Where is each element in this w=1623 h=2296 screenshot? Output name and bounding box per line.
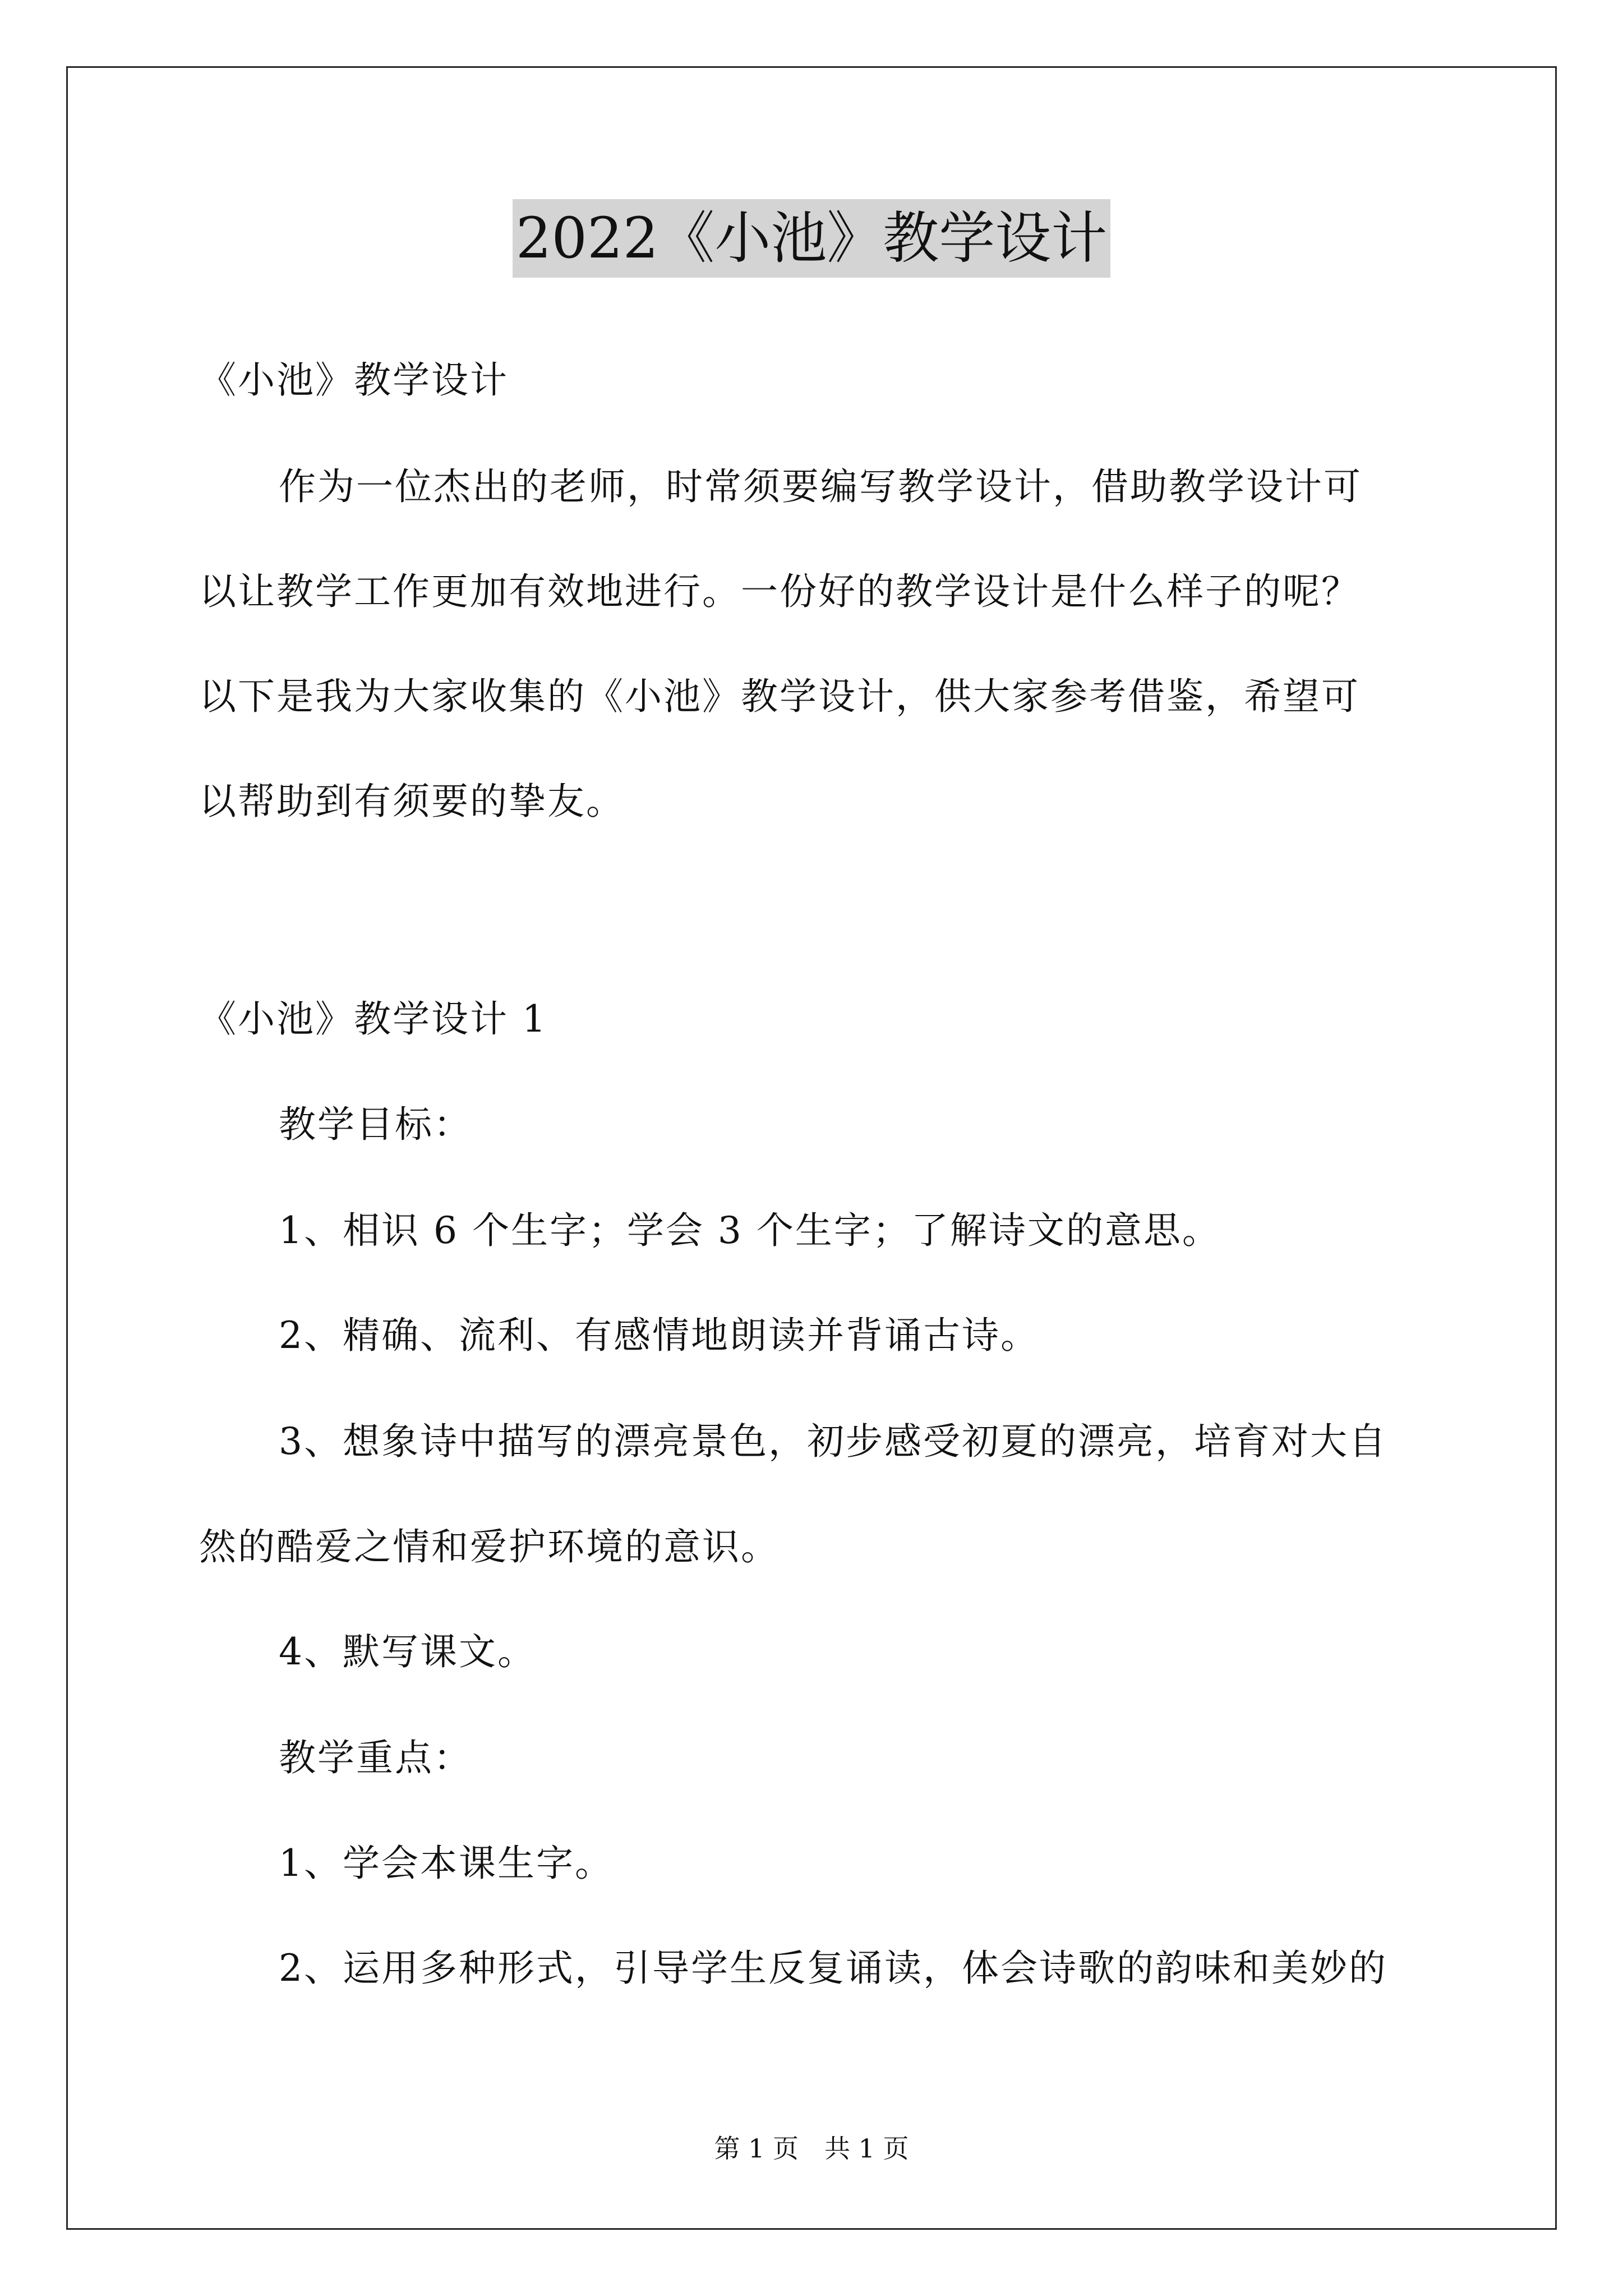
title-container: [0, 199, 1623, 278]
goal-item-4: 4、默写课文。: [279, 1630, 536, 1673]
focus-item-1: 1、学会本课生字。: [279, 1842, 614, 1885]
goal-item-1: 1、相识 6 个生字；学会 3 个生字；了解诗文的意思。: [279, 1209, 1221, 1252]
goal-item-2: 2、精确、流利、有感情地朗读并背诵古诗。: [279, 1314, 1039, 1357]
intro-line-1: 作为一位杰出的老师，时常须要编写教学设计，借助教学设计可: [279, 465, 1362, 508]
section-heading: 《小池》教学设计 1: [199, 997, 547, 1041]
goals-heading: 教学目标：: [279, 1103, 472, 1146]
focus-item-2: 2、运用多种形式，引导学生反复诵读，体会诗歌的韵味和美妙的: [279, 1947, 1387, 1990]
document-subtitle: 《小池》教学设计: [199, 358, 509, 402]
document-title: 2022《小池》教学设计: [513, 199, 1111, 278]
page-footer: 第 1 页 共 1 页: [714, 2133, 909, 2164]
focus-heading: 教学重点：: [279, 1736, 472, 1779]
goal-item-3-continued: 然的酷爱之情和爱护环境的意识。: [199, 1525, 780, 1568]
goal-item-3: 3、想象诗中描写的漂亮景色，初步感受初夏的漂亮，培育对大自: [279, 1420, 1387, 1463]
intro-line-3: 以下是我为大家收集的《小池》教学设计，供大家参考借鉴，希望可: [199, 675, 1360, 718]
intro-line-2: 以让教学工作更加有效地进行。一份好的教学设计是什么样子的呢？: [199, 570, 1360, 613]
intro-line-4: 以帮助到有须要的挚友。: [199, 780, 625, 823]
